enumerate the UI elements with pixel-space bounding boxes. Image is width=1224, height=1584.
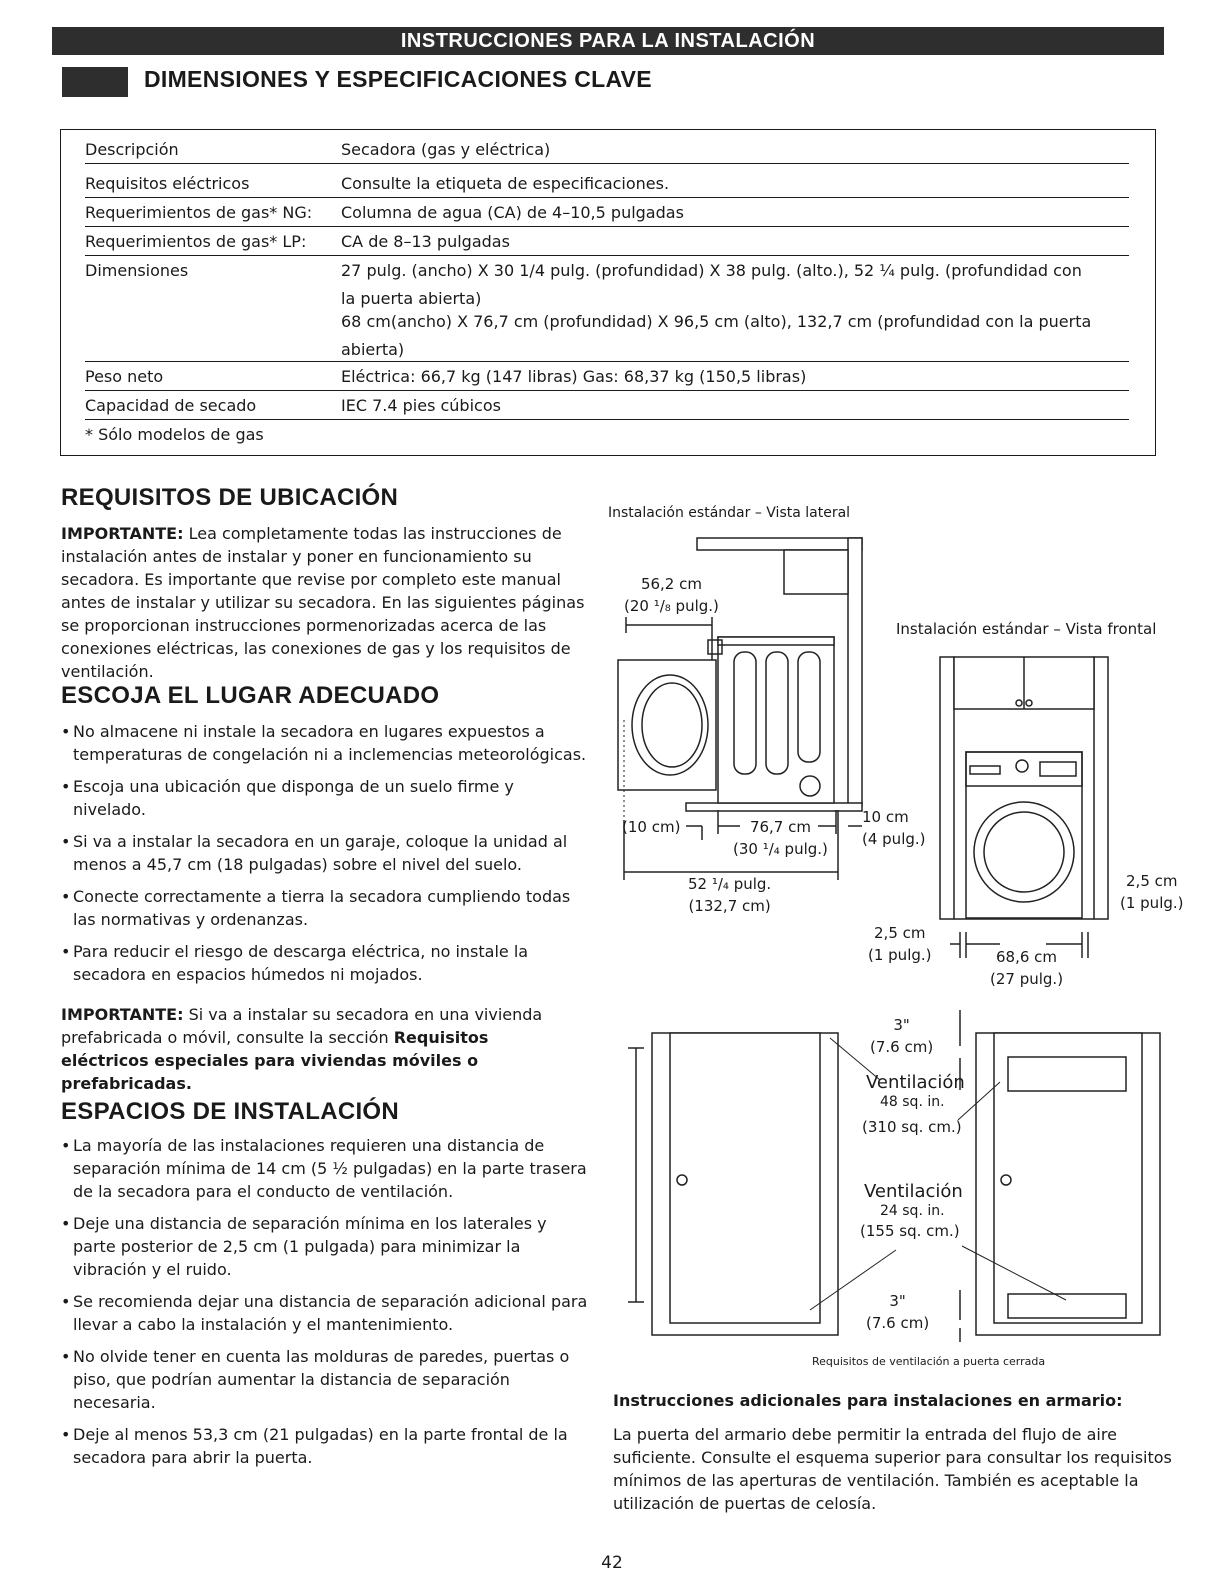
side-view-caption: Instalación estándar – Vista lateral <box>608 505 851 521</box>
spec-label: Dimensiones <box>85 261 189 280</box>
list-item: • Deje al menos 53,3 cm (21 pulgadas) en la parte frontal de la secadora para abrir la puerta. <box>61 1423 591 1469</box>
vent-bottom-label: Ventilación <box>864 1181 963 1202</box>
list-item: • Deje una distancia de separación mínima en los laterales y parte posterior de 2,5 cm (1 pulgada) para minimizar la vibración y el ruido. <box>61 1212 591 1281</box>
depth-dimension: 76,7 cm (30 ¹/₄ pulg.) <box>733 818 828 858</box>
page-number: 42 <box>601 1553 623 1573</box>
list-item: • Se recomienda dejar una distancia de separación adicional para llevar a cabo la instalación y el mantenimiento. <box>61 1290 591 1336</box>
front-view-diagram <box>940 657 1108 958</box>
list-item: • Si va a instalar la secadora en un garaje, coloque la unidad al menos a 45,7 cm (18 pulgadas) sobre el nivel del suelo. <box>61 830 591 876</box>
spec-value: CA de 8–13 pulgadas <box>341 232 510 251</box>
side-gap-left: 2,5 cm (1 pulg.) <box>868 924 932 964</box>
spec-label: Peso neto <box>85 367 164 386</box>
spec-label: Requisitos eléctricos <box>85 174 250 193</box>
back-gap-label: (10 cm) <box>622 818 681 836</box>
location-title: REQUISITOS DE UBICACIÓN <box>61 484 399 511</box>
list-item: • No olvide tener en cuenta las molduras de paredes, puertas o piso, que podrían aumentar la distancia de separación necesaria. <box>61 1345 591 1414</box>
vent-bottom-sqcm: (155 sq. cm.) <box>860 1222 960 1240</box>
section-title: DIMENSIONES Y ESPECIFICACIONES CLAVE <box>144 66 652 92</box>
bottom-clearance: 3" (7.6 cm) <box>866 1292 930 1332</box>
location-paragraph: IMPORTANTE: Lea completamente todas las instrucciones de instalación antes de instalar y poner en funcionamiento su secadora. Es importante que revise por completo este manual antes de instalar y utilizar su secadora. En las siguientes páginas se proporcionan instrucciones pormenorizadas acerca de las conexiones eléctricas, las conexiones de gas y los requisitos de ventilación. <box>61 524 585 681</box>
vent-top-sqcm: (310 sq. cm.) <box>862 1118 962 1136</box>
side-gap-right: 2,5 cm (1 pulg.) <box>1120 872 1184 912</box>
door-dimension: 56,2 cm (20 ¹/₈ pulg.) <box>624 575 719 615</box>
spec-value: 27 pulg. (ancho) X 30 1/4 pulg. (profundidad) X 38 pulg. (alto.), 52 ¼ pulg. (profundidad con la puerta abierta) <box>341 261 1082 308</box>
closet-instructions-title: Instrucciones adicionales para instalaciones en armario: <box>613 1391 1123 1410</box>
spec-label: Descripción <box>85 140 179 159</box>
vent-bottom-sqin: 24 sq. in. <box>880 1203 945 1219</box>
list-item: • Para reducir el riesgo de descarga eléctrica, no instale la secadora en espacios húmedos ni mojados. <box>61 940 591 986</box>
list-item: • Conecte correctamente a tierra la secadora cumpliendo todas las normativas y ordenanzas. <box>61 885 591 931</box>
spec-label: Requerimientos de gas* LP: <box>85 232 307 251</box>
spec-value: 68 cm(ancho) X 76,7 cm (profundidad) X 96,5 cm (alto), 132,7 cm (profundidad con la puerta abierta) <box>341 312 1092 359</box>
list-item: • Escoja una ubicación que disponga de un suelo firme y nivelado. <box>61 775 591 821</box>
closet-caption: Requisitos de ventilación a puerta cerrada <box>812 1355 1046 1368</box>
spec-label: Requerimientos de gas* NG: <box>85 203 313 222</box>
list-item: • No almacene ni instale la secadora en lugares expuestos a temperaturas de congelación ni a inclemencias meteorológicas. <box>61 720 591 766</box>
spec-value: IEC 7.4 pies cúbicos <box>341 396 501 415</box>
header-banner: INSTRUCCIONES PARA LA INSTALACIÓN <box>52 27 1164 55</box>
spec-table: Descripción Secadora (gas y eléctrica) Requisitos eléctricos Consulte la etiqueta de especificaciones. Requerimientos de gas* NG: Columna de agua (CA) de 4–10,5 pulgadas Requerimientos de gas* LP: CA de 8–13 pulgadas Dimensiones 27 pulg. (ancho) X 30 1/4 pulg. (profundidad) X 38 pulg. (alto.), 52 ¼ pulg. (profundidad con la puerta abierta) 68 cm(ancho) X 76,7 cm (profundidad) X 96,5 cm (alto), 132,7 cm (profundidad con la puerta abierta) Peso neto Eléctrica: 66,7 kg (147 libras) Gas: 68,37 kg (150,5 libras) Capacidad de secado IEC 7.4 pies cúbicos * Sólo modelos de gas <box>60 129 1156 456</box>
spec-value: Consulte la etiqueta de especificaciones. <box>341 174 670 193</box>
width-dimension: 68,6 cm (27 pulg.) <box>990 948 1064 988</box>
spec-value: Columna de agua (CA) de 4–10,5 pulgadas <box>341 203 684 222</box>
spaces-title: ESPACIOS DE INSTALACIÓN <box>61 1098 400 1125</box>
choose-title: ESCOJA EL LUGAR ADECUADO <box>61 682 440 709</box>
vent-top-label: Ventilación <box>866 1072 965 1093</box>
front-gap-dimension: 10 cm (4 pulg.) <box>862 808 926 848</box>
closet-instructions-text: La puerta del armario debe permitir la entrada del flujo de aire suficiente. Consulte el esquema superior para consultar los requisitos mínimos de las aperturas de ventilación. También es aceptable la utilización de puertas de celosía. <box>613 1425 1172 1513</box>
spec-value: Eléctrica: 66,7 kg (147 libras) Gas: 68,37 kg (150,5 libras) <box>341 367 807 386</box>
front-view-caption: Instalación estándar – Vista frontal <box>896 620 1157 638</box>
vent-top-sqin: 48 sq. in. <box>880 1094 945 1110</box>
spec-label: Capacidad de secado <box>85 396 257 415</box>
spec-value: Secadora (gas y eléctrica) <box>341 140 551 159</box>
list-item: • La mayoría de las instalaciones requieren una distancia de separación mínima de 14 cm (5 ½ pulgadas) en la parte trasera de la secadora para el conducto de ventilación. <box>61 1134 591 1203</box>
choose-important: IMPORTANTE: Si va a instalar su secadora en una vivienda prefabricada o móvil, consulte la sección Requisitos eléctricos especiales para viviendas móviles o prefabricadas. <box>61 1005 543 1093</box>
top-clearance: 3" (7.6 cm) <box>870 1016 934 1056</box>
total-depth-dimension: 52 ¹/₄ pulg. (132,7 cm) <box>688 875 772 915</box>
